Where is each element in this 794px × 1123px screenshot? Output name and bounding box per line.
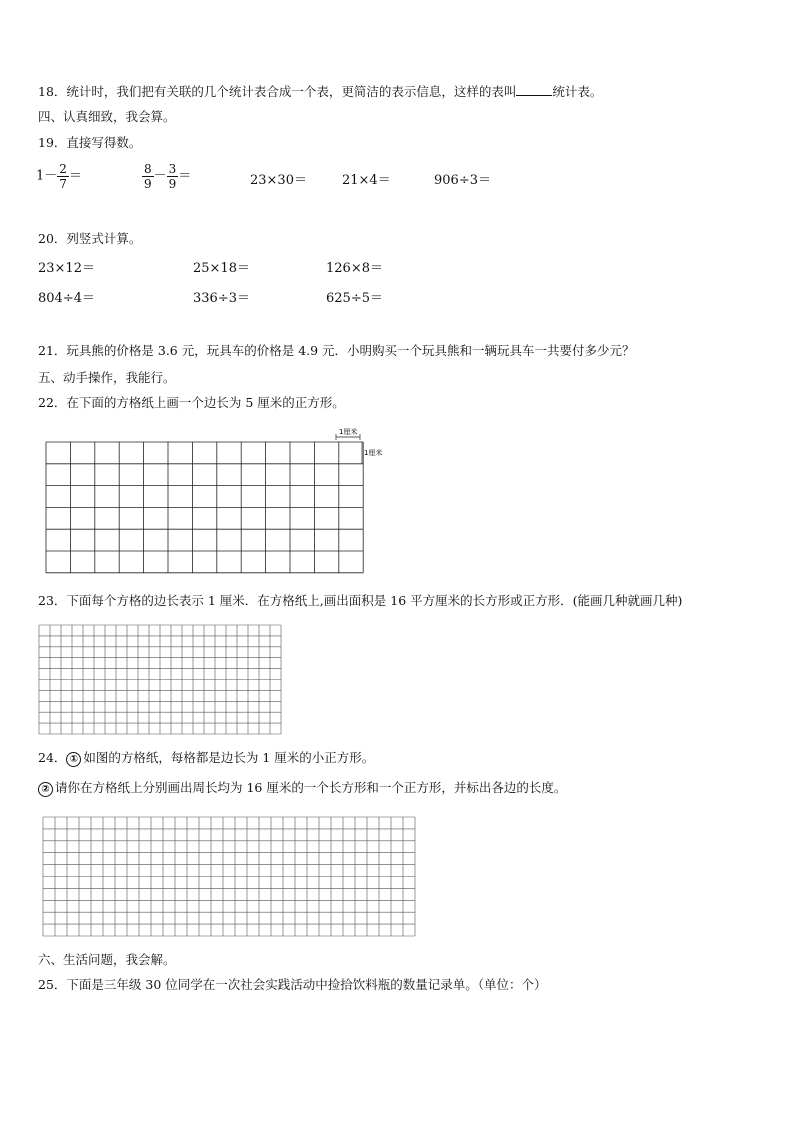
q19-e2-numerator-1: 8: [144, 162, 152, 176]
q20-expr-1: 23×12＝: [38, 261, 95, 276]
q22-height-label: 1厘米: [364, 449, 383, 457]
q18-prefix: 18．统计时，我们把有关联的几个统计表合成一个表，更简洁的表示信息，这样的表叫: [38, 84, 517, 99]
q18-suffix: 统计表。: [552, 84, 603, 99]
q19-e1-numerator: 2: [59, 162, 67, 176]
q19-expr-1: [36, 162, 82, 191]
q22-grid-paper[interactable]: [40, 426, 400, 578]
q20-expr-4: 804÷4＝: [38, 291, 95, 306]
q21-text: 21．玩具熊的价格是 3.6 元，玩具车的价格是 4.9 元．小明购买一个玩具熊和一辆玩具车一共要付多少元？: [38, 343, 635, 358]
q19-title: 19．直接写得数。: [38, 135, 142, 150]
q19-e2-numerator-2: 3: [168, 162, 177, 176]
q24-number: 24．: [38, 750, 67, 765]
q22-width-label: 1厘米: [339, 428, 358, 436]
q24-line-1: [38, 750, 374, 767]
section-4-heading: 四、认真细致，我会算。: [38, 109, 176, 124]
q20-expr-6: 625÷5＝: [326, 291, 383, 306]
q19-e2-fraction-1: [142, 162, 154, 191]
q24-line-2-text: 请你在方格纸上分别画出周长均为 16 厘米的一个长方形和一个正方形，并标出各边的长度。: [55, 780, 567, 795]
q19-e1-equals: ＝: [68, 168, 82, 184]
q19-e2-denominator-2: 9: [168, 177, 177, 191]
q20-expr-5: 336÷3＝: [193, 291, 250, 306]
q19-expr-3: 23×30＝: [250, 173, 307, 188]
q19-e1-denominator: 7: [59, 177, 67, 191]
q19-e1-lead: 1－: [36, 168, 58, 184]
q19-e2-denominator-1: 9: [144, 177, 152, 191]
q24-line-2: [38, 780, 566, 797]
section-5-heading: 五、动手操作，我能行。: [38, 370, 176, 385]
q20-expr-3: 126×8＝: [326, 261, 383, 276]
q18-blank[interactable]: [516, 83, 552, 96]
q19-e2-equals: ＝: [178, 168, 192, 184]
q25-text: 25．下面是三年级 30 位同学在一次社会实践活动中捡拾饮料瓶的数量记录单。（单位：个）: [38, 977, 547, 992]
q24-circled-1: ①: [66, 752, 81, 767]
section-6-heading: 六、生活问题，我会解。: [38, 952, 176, 967]
q20-title: 20．列竖式计算。: [38, 231, 142, 246]
q19-e2-fraction-2: [167, 162, 179, 191]
q19-e1-fraction: [57, 162, 69, 191]
q24-grid-paper[interactable]: [42, 816, 420, 938]
q18-text: [38, 83, 602, 100]
q22-text: 22．在下面的方格纸上画一个边长为 5 厘米的正方形。: [38, 395, 345, 410]
q24-circled-2: ②: [38, 782, 53, 797]
q19-expr-2: [142, 162, 191, 191]
q24-line-1-text: 如图的方格纸，每格都是边长为 1 厘米的小正方形。: [83, 750, 375, 765]
q19-expr-5: 906÷3＝: [434, 173, 491, 188]
q19-expr-4: 21×4＝: [342, 173, 391, 188]
q23-text: 23．下面每个方格的边长表示 1 厘米．在方格纸上,画出面积是 16 平方厘米的长方形或正方形．(能画几种就画几种): [38, 593, 683, 608]
q23-grid-paper[interactable]: [38, 624, 288, 736]
q19-e2-operator: －: [153, 168, 167, 184]
q20-expr-2: 25×18＝: [193, 261, 250, 276]
